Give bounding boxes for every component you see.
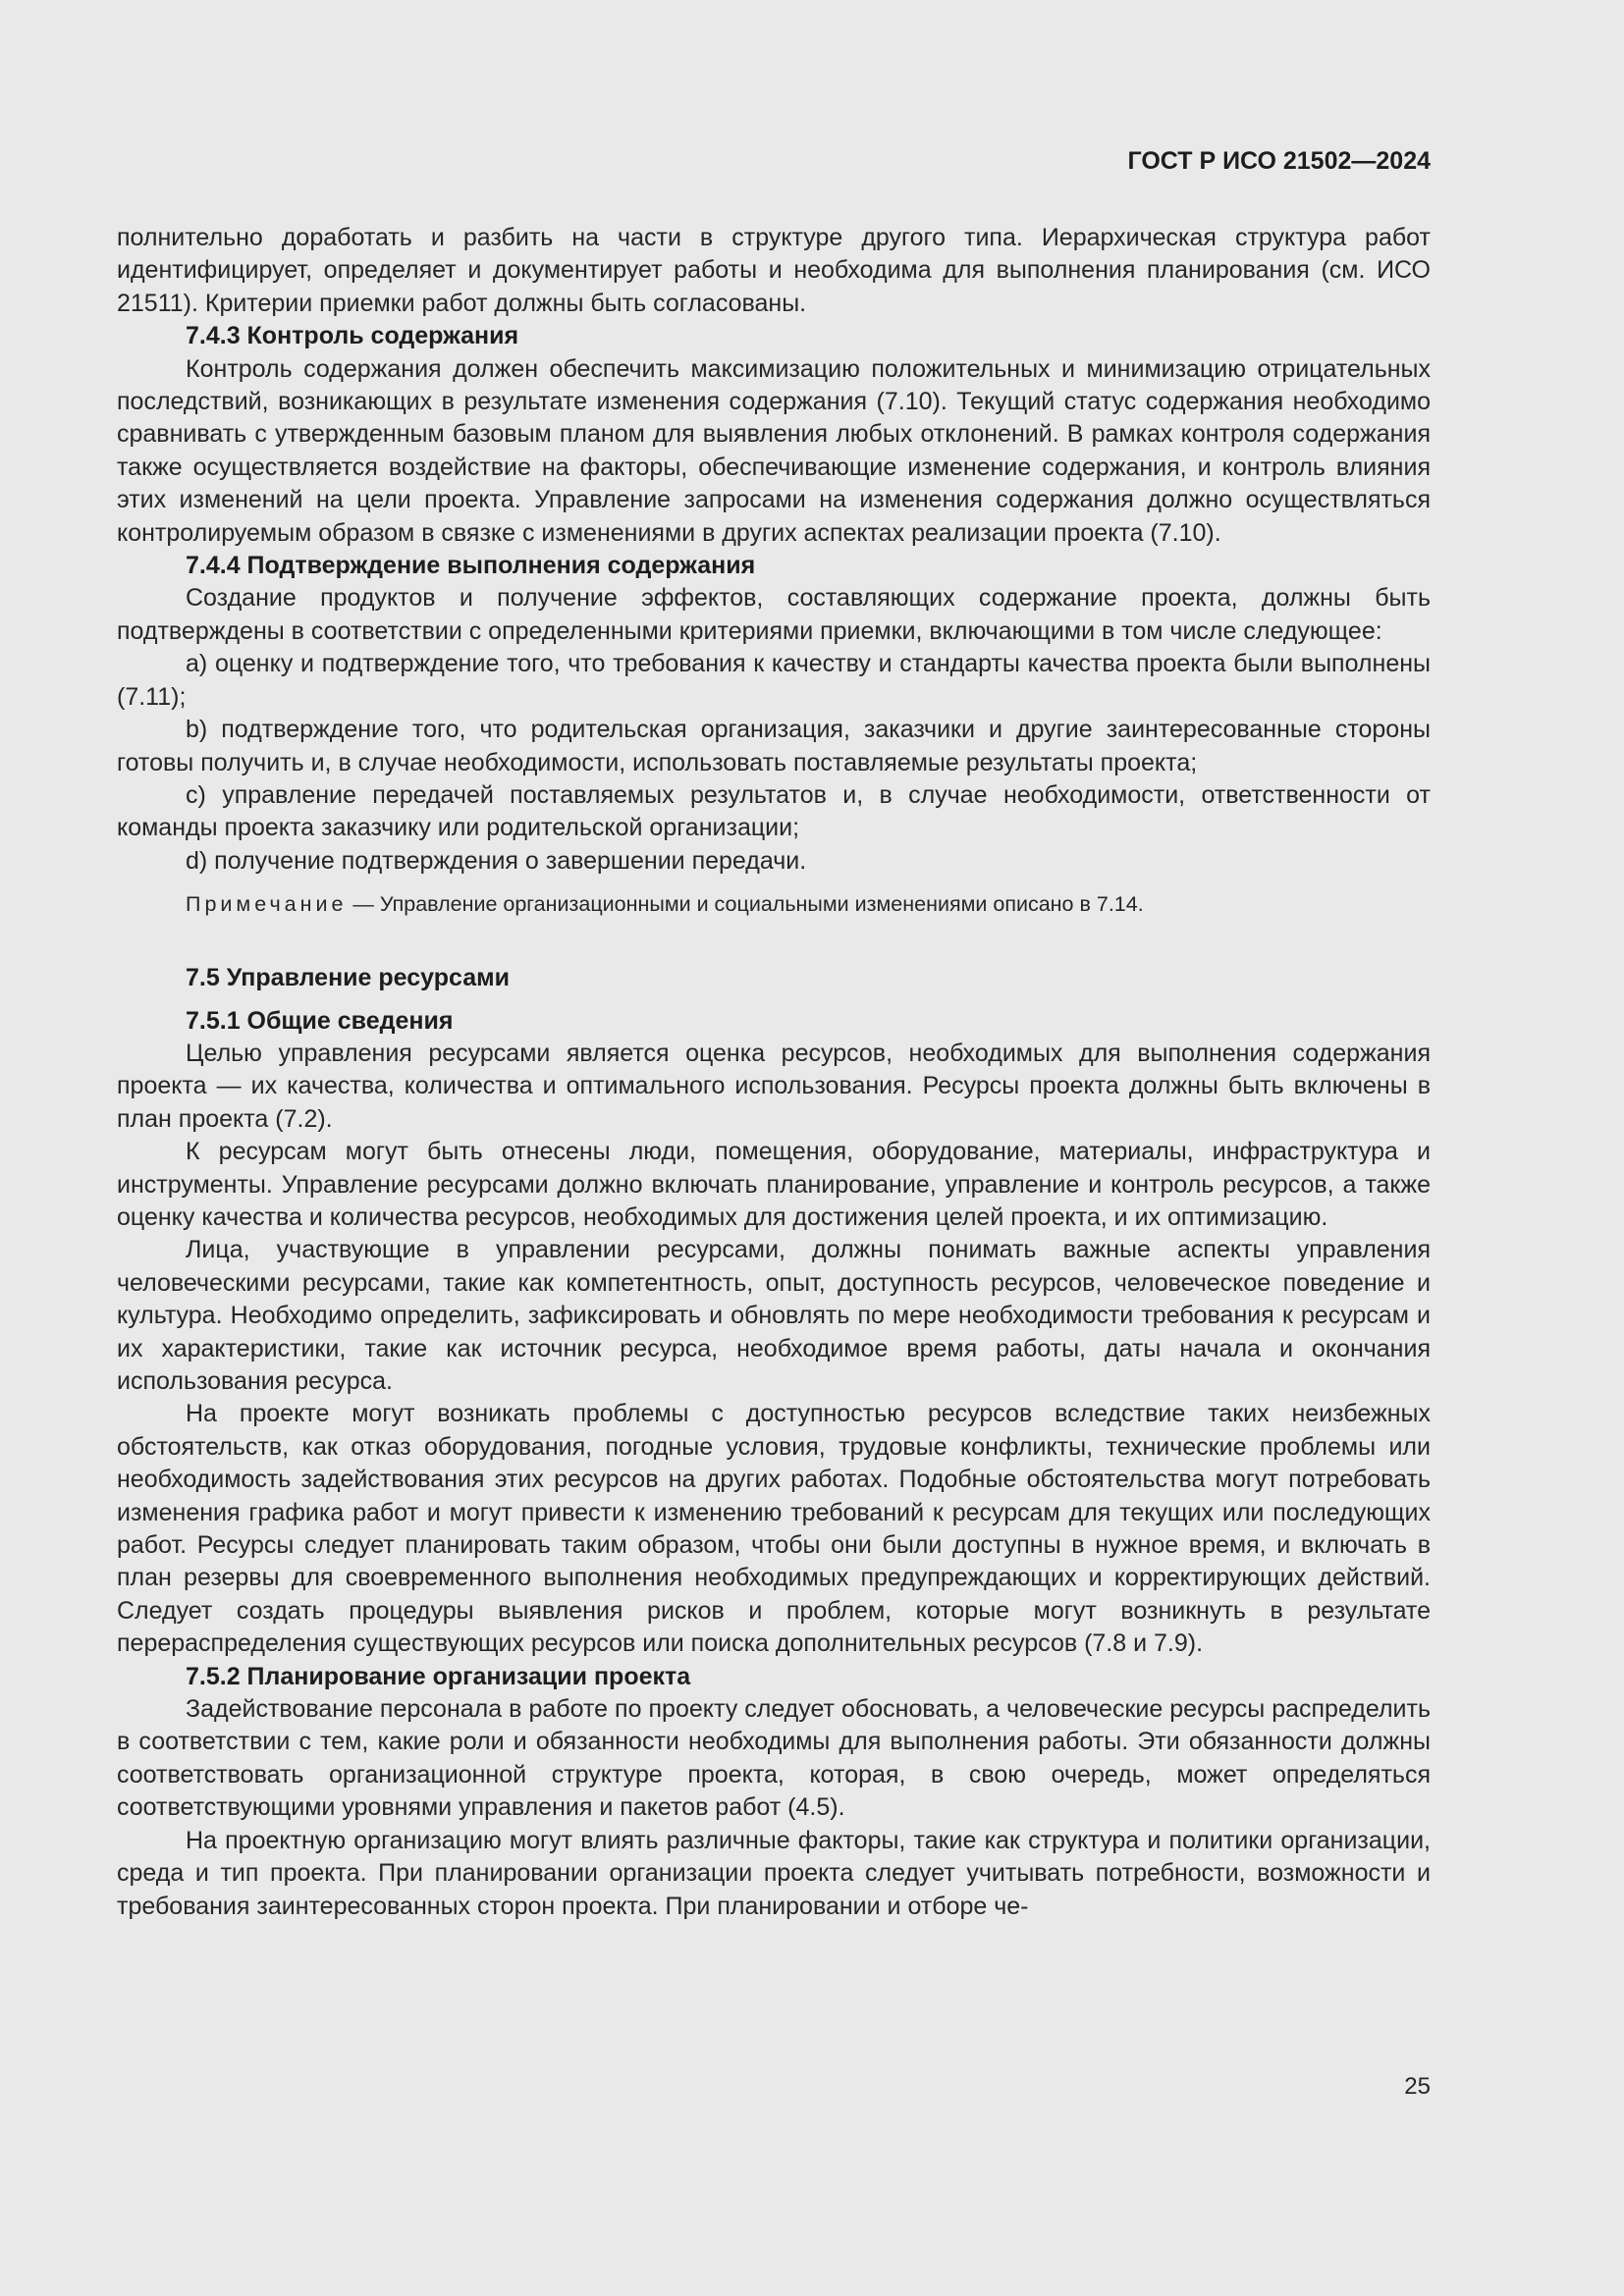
document-header: ГОСТ Р ИСО 21502—2024 (1127, 147, 1431, 175)
list-item: a) оценку и подтверждение того, что требования к качеству и стандарты качества проекта были выполнены (7.11); (117, 650, 1431, 711)
section-heading-7-4-4: 7.4.4 Подтверждение выполнения содержания (186, 552, 756, 580)
section-heading-7-5-2: 7.5.2 Планирование организации проекта (186, 1662, 691, 1690)
list-item: c) управление передачей поставляемых результатов и, в случае необходимости, ответственности от команды проекта заказчику или родительской организации; (117, 780, 1431, 842)
list-item: b) подтверждение того, что родительская организация, заказчики и другие заинтересованные стороны готовы получить и, в случае необходимости, использовать поставляемые результаты проекта; (117, 716, 1431, 776)
paragraph-7-5-1-c: Лица, участвующие в управлении ресурсами, должны понимать важные аспекты управления человеческими ресурсами, такие как компетентность, опыт, доступность ресурсов, человеческое поведение и культура. Необходимо определить, зафиксировать и обновлять по мере необходимости требования к ресурсам и их характеристики, такие как источник ресурса, необходимое время работы, даты начала и окончания использования ресурса. (117, 1236, 1431, 1395)
note (117, 889, 1431, 919)
paragraph-7-5-1-a: Целью управления ресурсами является оценка ресурсов, необходимых для выполнения содержания проекта — их качества, количества и оптимального использования. Ресурсы проекта должны быть включены в план проекта (7.2). (117, 1039, 1431, 1133)
paragraph-intro: полнительно доработать и разбить на части в структуре другого типа. Иерархическая структура работ идентифицирует, определяет и документирует работы и необходима для выполнения планирования (см. ИСО 21511). Критерии приемки работ должны быть согласованы. (117, 224, 1431, 317)
paragraph-7-5-2-a: Задействование персонала в работе по проекту следует обосновать, а человеческие ресурсы распределить в соответствии с тем, какие роли и обязанности необходимы для выполнения работы. Эти обязанности должны соответствовать организационной структуре проекта, которая, в свою очередь, может определяться соответствующими уровнями управления и пакетов работ (4.5). (117, 1695, 1431, 1822)
paragraph-7-5-2-b: На проектную организацию могут влиять различные факторы, такие как структура и политики организации, среда и тип проекта. При планировании организации проекта следует учитывать потребности, возможности и требования заинтересованных сторон проекта. При планировании и отборе че- (117, 1826, 1431, 1920)
page-body (117, 222, 1431, 1923)
paragraph-7-5-1-d: На проекте могут возникать проблемы с доступностью ресурсов вследствие таких неизбежных обстоятельств, как отказ оборудования, погодные условия, трудовые конфликты, технические проблемы или необходимость задействования этих ресурсов на других работах. Подобные обстоятельства могут потребовать изменения графика работ и могут привести к изменению требований к ресурсам для текущих или последующих работ. Ресурсы следует планировать таким образом, чтобы они были доступны в нужное время, и включать в план резервы для своевременного выполнения необходимых предупреждающих и корректирующих действий. Следует создать процедуры выявления рисков и проблем, которые могут возникнуть в результате перераспределения существующих ресурсов или поиска дополнительных ресурсов (7.8 и 7.9). (117, 1400, 1431, 1658)
section-heading-7-5-1: 7.5.1 Общие сведения (186, 1006, 454, 1035)
note-text: — Управление организационными и социальными изменениями описано в 7.14. (347, 892, 1144, 917)
paragraph-7-4-3: Контроль содержания должен обеспечить максимизацию положительных и минимизацию отрицательных последствий, возникающих в результате изменения содержания (7.10). Текущий статус содержания необходимо сравнивать с утвержденным базовым планом для выявления любых отклонений. В рамках контроля содержания также осуществляется воздействие на факторы, обеспечивающие изменение содержания, и контроль влияния этих изменений на цели проекта. Управление запросами на изменения содержания должно осуществляться контролируемым образом в связке с изменениями в других аспектах реализации проекта (7.10). (117, 354, 1431, 547)
note-label: Примечание (186, 892, 348, 917)
list-item: d) получение подтверждения о завершении передачи. (186, 846, 807, 875)
section-heading-7-4-3: 7.4.3 Контроль содержания (186, 322, 519, 350)
section-heading-7-5: 7.5 Управление ресурсами (186, 964, 510, 992)
paragraph-7-4-4: Создание продуктов и получение эффектов, составляющих содержание проекта, должны быть подтверждены в соответствии с определенными критериями приемки, включающими в том числе следующее: (117, 584, 1431, 645)
page-number: 25 (1404, 2073, 1431, 2100)
paragraph-7-5-1-b: К ресурсам могут быть отнесены люди, помещения, оборудование, материалы, инфраструктура и инструменты. Управление ресурсами должно включать планирование, управление и контроль ресурсов, а также оценку качества и количества ресурсов, необходимых для достижения целей проекта, и их оптимизацию. (117, 1138, 1431, 1231)
